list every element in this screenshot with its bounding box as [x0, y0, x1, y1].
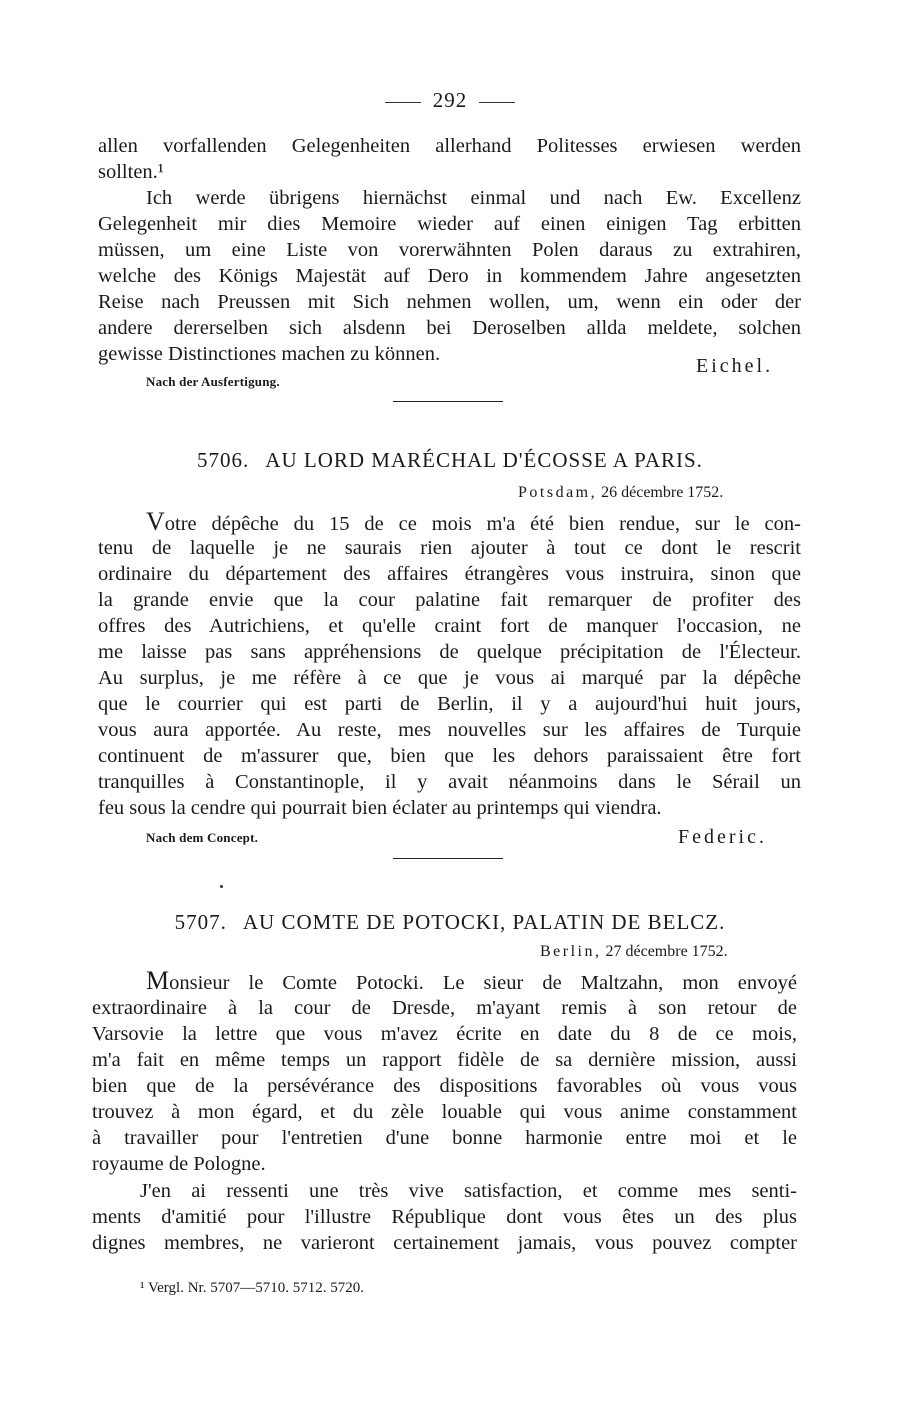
body-line: que le courrier qui est parti de Berlin, il y a aujourd'hui huit jours,: [98, 693, 801, 715]
body-line: ments d'amitié pour l'illustre République dont vous êtes un des plus: [92, 1206, 797, 1228]
document-number: 5707.: [174, 910, 227, 934]
body-line: Varsovie la lettre que vous m'avez écrite en date du 8 de ce mois,: [92, 1023, 797, 1045]
source-note: Nach der Ausfertigung.: [146, 374, 280, 389]
body-line: Au surplus, je me réfère à ce que je vous ai marqué par la dépêche: [98, 667, 801, 689]
body-line: Monsieur le Comte Potocki. Le sieur de Maltzahn, mon envoyé: [146, 966, 797, 995]
footnote: ¹ Vergl. Nr. 5707—5710. 5712. 5720.: [140, 1280, 364, 1296]
body-line: feu sous la cendre qui pourrait bien éclater au printemps qui viendra.: [98, 797, 662, 819]
print-speck: [220, 885, 223, 888]
body-line: andere dererselben sich alsdenn bei Deroselben allda meldete, solchen: [98, 317, 801, 339]
body-line: à travailler pour l'entretien d'une bonne harmonie entre moi et le: [92, 1127, 797, 1149]
body-line: Votre dépêche du 15 de ce mois m'a été bien rendue, sur le con-: [146, 507, 801, 536]
signature-eichel: Eichel.: [696, 355, 774, 377]
body-line: la grande envie que la cour palatine fait remarquer de profiter des: [98, 589, 801, 611]
body-line: tranquilles à Constantinople, il y avait néanmoins dans le Sérail un: [98, 771, 801, 793]
body-line: extraordinaire à la cour de Dresde, m'ayant remis à son retour de: [92, 997, 797, 1019]
body-line: royaume de Pologne.: [92, 1153, 266, 1175]
body-line: ordinaire du département des affaires étrangères vous instruira, sinon que: [98, 563, 801, 585]
initial-letter: V: [146, 507, 165, 536]
body-line: allen vorfallenden Gelegenheiten allerhand Politesses erwiesen werden: [98, 135, 801, 157]
document-heading: [0, 910, 900, 935]
body-line: offres des Autrichiens, et qu'elle craint fort de manquer l'occasion, ne: [98, 615, 801, 637]
body-line: bien que de la persévérance des dispositions favorables où vous vous: [92, 1075, 797, 1097]
body-line: dignes membres, ne varieront certainement jamais, vous pouvez compter: [92, 1232, 797, 1254]
dateline-place: Potsdam,: [518, 484, 598, 501]
page-number-dash-right: [479, 102, 515, 103]
body-line: Ich werde übrigens hiernächst einmal und nach Ew. Excellenz: [146, 187, 801, 209]
section-divider: [393, 401, 503, 402]
dateline: [518, 484, 723, 502]
body-line: trouvez à mon égard, et du zèle louable qui vous anime constamment: [92, 1101, 797, 1123]
body-line: sollten.¹: [98, 161, 164, 183]
body-line: tenu de laquelle je ne saurais rien ajouter à tout ce dont le rescrit: [98, 537, 801, 559]
body-line: J'en ai ressenti une très vive satisfaction, et comme mes senti-: [140, 1180, 797, 1202]
dateline-place: Berlin,: [540, 943, 602, 960]
page-number-dash-left: [385, 102, 421, 103]
initial-letter: M: [146, 966, 170, 995]
body-line: gewisse Distinctiones machen zu können.: [98, 343, 441, 365]
body-line: Reise nach Preussen mit Sich nehmen wollen, um, wenn ein oder der: [98, 291, 801, 313]
body-line: continuent de m'assurer que, bien que les dehors paraissaient être fort: [98, 745, 801, 767]
body-line: welche des Königs Majestät auf Dero in kommendem Jahre angesetzten: [98, 265, 801, 287]
document-number: 5706.: [197, 448, 250, 472]
document-title: AU COMTE DE POTOCKI, PALATIN DE BELCZ.: [242, 910, 726, 934]
dateline: [540, 943, 728, 961]
body-line: müssen, um eine Liste von vorerwähnten Polen daraus zu extrahiren,: [98, 239, 801, 261]
body-line: me laisse pas sans appréhensions de quelque précipitation de l'Électeur.: [98, 641, 801, 663]
signature-federic: Federic.: [678, 826, 767, 848]
dateline-date: 26 décembre 1752.: [601, 484, 724, 501]
source-note: Nach dem Concept.: [146, 830, 259, 845]
body-line: vous aura apportée. Au reste, mes nouvelles sur les affaires de Turquie: [98, 719, 801, 741]
dateline-date: 27 décembre 1752.: [605, 943, 728, 960]
document-title: AU LORD MARÉCHAL D'ÉCOSSE A PARIS.: [265, 448, 703, 472]
section-divider: [393, 858, 503, 859]
page-number: 292: [0, 88, 900, 113]
body-line: Gelegenheit mir dies Memoire wieder auf einen einigen Tag erbitten: [98, 213, 801, 235]
document-heading: [0, 448, 900, 473]
body-line: m'a fait en même temps un rapport fidèle de sa dernière mission, aussi: [92, 1049, 797, 1071]
